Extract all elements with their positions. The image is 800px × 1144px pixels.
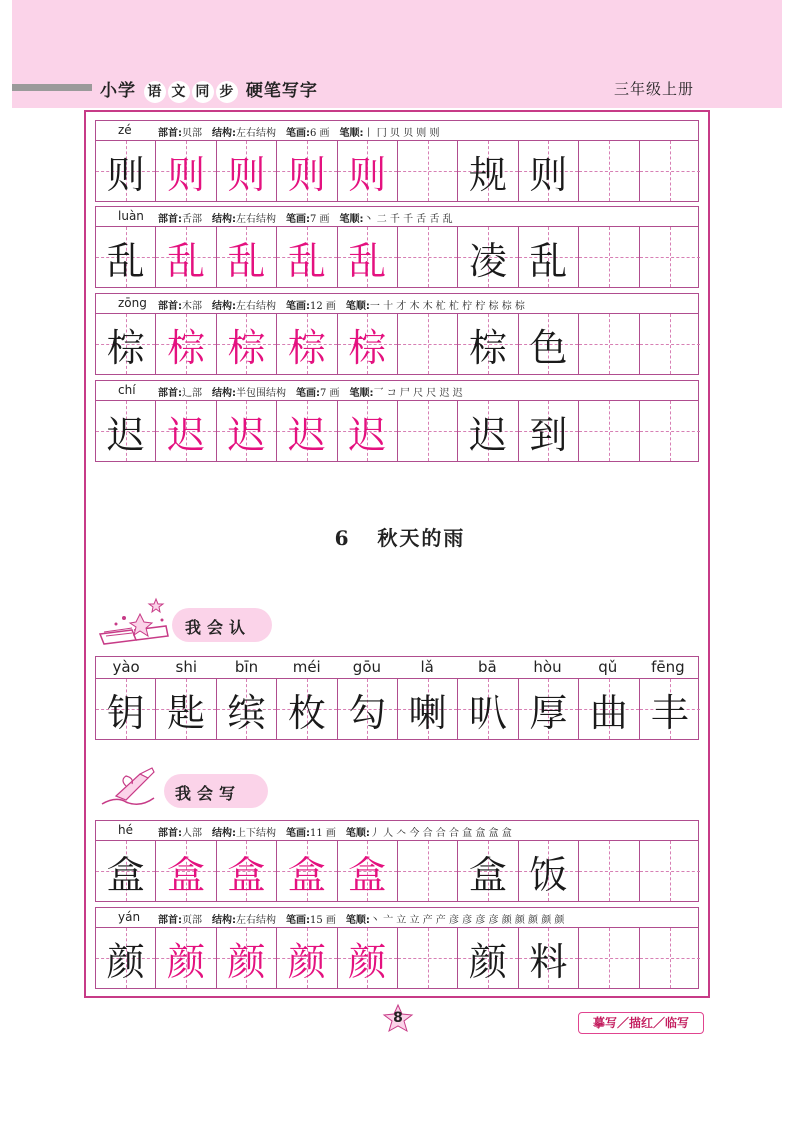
grid-cell[interactable] xyxy=(579,141,639,201)
header-title xyxy=(100,76,318,103)
model-char: 颜 xyxy=(106,939,145,984)
structure-value: 左右结构 xyxy=(236,128,276,139)
grid-cell[interactable] xyxy=(217,401,277,461)
char-info-row xyxy=(95,293,699,313)
char-info-row xyxy=(95,206,699,226)
recognize-char: 曲 xyxy=(589,690,628,735)
char-meta xyxy=(158,911,564,926)
trace-char: 棕 xyxy=(167,325,206,370)
grid-cell[interactable] xyxy=(398,401,458,461)
trace-char: 则 xyxy=(167,152,206,197)
trace-char: 颜 xyxy=(348,939,387,984)
recognize-pinyin-row xyxy=(95,656,699,678)
trace-char: 盒 xyxy=(287,852,326,897)
grid-cell[interactable] xyxy=(338,314,398,374)
grid-cell[interactable] xyxy=(217,141,277,201)
recognize-char: 喇 xyxy=(408,690,447,735)
recognize-pinyin: qǔ xyxy=(598,658,618,676)
trace-char: 乱 xyxy=(227,238,266,283)
char-meta xyxy=(158,384,463,399)
grid-cell[interactable] xyxy=(579,679,639,739)
word-char: 料 xyxy=(529,939,568,984)
grid-cell[interactable] xyxy=(640,401,700,461)
structure-label: 结构: xyxy=(212,388,236,399)
model-char: 迟 xyxy=(106,412,145,457)
grid-cell[interactable] xyxy=(458,314,518,374)
grid-cell[interactable] xyxy=(156,928,216,988)
grid-cell[interactable] xyxy=(96,841,156,901)
char-meta xyxy=(158,824,512,839)
grid-cell[interactable] xyxy=(519,141,579,201)
model-char: 盒 xyxy=(106,852,145,897)
grid-cell[interactable] xyxy=(458,679,518,739)
word-char: 饭 xyxy=(529,852,568,897)
grid-cell[interactable] xyxy=(579,227,639,287)
grid-cell[interactable] xyxy=(519,314,579,374)
grid-cell[interactable] xyxy=(277,227,337,287)
char-pinyin: zōng xyxy=(118,296,147,310)
grid-cell[interactable] xyxy=(519,401,579,461)
tian-grid-row xyxy=(95,140,699,202)
grid-cell[interactable] xyxy=(338,841,398,901)
title-bubble-char: 文 xyxy=(168,81,190,103)
char-practice-block xyxy=(95,907,699,989)
grid-cell[interactable] xyxy=(338,928,398,988)
recognize-char: 匙 xyxy=(167,690,206,735)
order-label: 笔顺: xyxy=(345,915,370,926)
char-info-row xyxy=(95,380,699,400)
grid-cell[interactable] xyxy=(640,679,700,739)
trace-char: 棕 xyxy=(348,325,387,370)
grid-cell[interactable] xyxy=(277,679,337,739)
trace-char: 盒 xyxy=(167,852,206,897)
radical-value: 人部 xyxy=(182,828,202,839)
grid-cell[interactable] xyxy=(96,227,156,287)
model-char: 乱 xyxy=(106,238,145,283)
word-char: 盒 xyxy=(469,852,508,897)
recognize-pinyin: méi xyxy=(292,658,321,676)
trace-char: 颜 xyxy=(167,939,206,984)
grid-cell[interactable] xyxy=(458,928,518,988)
grid-cell[interactable] xyxy=(217,841,277,901)
char-pinyin: zé xyxy=(118,123,132,137)
grid-cell[interactable] xyxy=(458,401,518,461)
radical-label: 部首: xyxy=(158,915,182,926)
trace-char: 乱 xyxy=(287,238,326,283)
char-practice-block xyxy=(95,820,699,902)
word-char: 规 xyxy=(469,152,508,197)
writing-hand-icon xyxy=(96,766,166,810)
strokes-label: 笔画: xyxy=(286,128,310,139)
lesson-number: 6 xyxy=(334,526,351,550)
structure-value: 左右结构 xyxy=(236,214,276,225)
word-char: 色 xyxy=(529,325,568,370)
trace-char: 则 xyxy=(287,152,326,197)
structure-label: 结构: xyxy=(212,128,236,139)
stroke-order: 丶 二 千 千 舌 舌 乱 xyxy=(363,214,453,225)
title-bubble-char: 语 xyxy=(144,81,166,103)
recognize-pinyin: bā xyxy=(477,658,497,676)
title-bubble-char: 步 xyxy=(216,81,238,103)
order-label: 笔顺: xyxy=(349,388,374,399)
grid-cell[interactable] xyxy=(579,928,639,988)
recognize-pinyin: hòu xyxy=(533,658,562,676)
grid-cell[interactable] xyxy=(640,314,700,374)
radical-value: 辶部 xyxy=(182,388,202,399)
structure-value: 上下结构 xyxy=(236,828,276,839)
recognize-char: 勾 xyxy=(348,690,387,735)
grid-cell[interactable] xyxy=(217,314,277,374)
char-meta xyxy=(158,124,439,139)
stroke-order: 丿 人 𠆢 今 合 合 合 盒 盒 盒 盒 xyxy=(369,828,512,839)
recognize-pinyin: lǎ xyxy=(420,658,434,676)
grid-cell[interactable] xyxy=(156,227,216,287)
char-practice-block xyxy=(95,380,699,462)
grid-cell[interactable] xyxy=(519,841,579,901)
recognize-grid xyxy=(95,656,699,740)
trace-char: 颜 xyxy=(227,939,266,984)
recognize-char: 叭 xyxy=(469,690,508,735)
order-label: 笔顺: xyxy=(345,828,370,839)
grid-cell[interactable] xyxy=(398,227,458,287)
strokes-label: 笔画: xyxy=(296,388,320,399)
char-info-row xyxy=(95,820,699,840)
recognize-pinyin: bīn xyxy=(234,658,259,676)
trace-char: 则 xyxy=(227,152,266,197)
grid-cell[interactable] xyxy=(156,401,216,461)
grid-cell[interactable] xyxy=(96,314,156,374)
stroke-order: 乛 コ 尸 尺 尺 迟 迟 xyxy=(373,388,463,399)
recognize-char: 枚 xyxy=(287,690,326,735)
grid-cell[interactable] xyxy=(458,841,518,901)
recognize-pinyin: shi xyxy=(175,658,198,676)
lesson-name: 秋天的雨 xyxy=(377,526,466,550)
char-meta xyxy=(158,297,525,312)
order-label: 笔顺: xyxy=(339,214,364,225)
grade-label: 三年级上册 xyxy=(613,80,694,98)
radical-value: 舌部 xyxy=(182,214,202,225)
grid-cell[interactable] xyxy=(156,141,216,201)
grid-cell[interactable] xyxy=(579,841,639,901)
char-info-row xyxy=(95,120,699,140)
word-char: 颜 xyxy=(469,939,508,984)
title-char: 小 xyxy=(100,81,118,101)
structure-value: 半包围结构 xyxy=(236,388,286,399)
grid-cell[interactable] xyxy=(519,679,579,739)
char-practice-block xyxy=(95,293,699,375)
word-char: 迟 xyxy=(469,412,508,457)
trace-char: 盒 xyxy=(227,852,266,897)
word-char: 则 xyxy=(529,152,568,197)
strokes-label: 笔画: xyxy=(286,915,310,926)
recognize-pinyin: gōu xyxy=(352,658,382,676)
recognize-char: 丰 xyxy=(650,690,689,735)
strokes-value: 6 画 xyxy=(310,128,330,139)
grid-cell[interactable] xyxy=(277,401,337,461)
page-number: 8 xyxy=(393,1010,403,1026)
char-practice-block xyxy=(95,206,699,288)
word-char: 棕 xyxy=(469,325,508,370)
grid-cell[interactable] xyxy=(398,679,458,739)
grid-cell[interactable] xyxy=(277,841,337,901)
book-stars-icon xyxy=(96,596,176,646)
tian-grid-row xyxy=(95,927,699,989)
order-label: 笔顺: xyxy=(339,128,364,139)
char-pinyin: hé xyxy=(118,823,133,837)
radical-value: 木部 xyxy=(182,301,202,312)
structure-value: 左右结构 xyxy=(236,301,276,312)
recognize-badge: 我会认 xyxy=(185,618,252,637)
recognize-char: 厚 xyxy=(529,690,568,735)
trace-char: 迟 xyxy=(287,412,326,457)
grid-cell[interactable] xyxy=(156,679,216,739)
grid-cell[interactable] xyxy=(398,141,458,201)
strokes-label: 笔画: xyxy=(286,301,310,312)
char-meta xyxy=(158,210,453,225)
radical-label: 部首: xyxy=(158,388,182,399)
trace-char: 乱 xyxy=(348,238,387,283)
order-label: 笔顺: xyxy=(345,301,370,312)
lesson-title xyxy=(0,522,800,551)
grid-cell[interactable] xyxy=(96,401,156,461)
recognize-pinyin: fēng xyxy=(651,658,685,676)
grid-cell[interactable] xyxy=(640,928,700,988)
strokes-value: 12 画 xyxy=(310,301,336,312)
grid-cell[interactable] xyxy=(519,227,579,287)
title-subtitle: 硬笔写字 xyxy=(245,81,318,101)
grid-cell[interactable] xyxy=(338,679,398,739)
grid-cell[interactable] xyxy=(519,928,579,988)
grid-cell[interactable] xyxy=(338,401,398,461)
strokes-value: 11 画 xyxy=(310,828,336,839)
grid-cell[interactable] xyxy=(96,679,156,739)
char-practice-block xyxy=(95,120,699,202)
radical-value: 页部 xyxy=(182,915,202,926)
word-char: 凌 xyxy=(469,238,508,283)
tian-grid-row xyxy=(95,840,699,902)
radical-label: 部首: xyxy=(158,128,182,139)
model-char: 棕 xyxy=(106,325,145,370)
grid-cell[interactable] xyxy=(217,227,277,287)
grid-cell[interactable] xyxy=(640,227,700,287)
strokes-label: 笔画: xyxy=(286,828,310,839)
structure-label: 结构: xyxy=(212,301,236,312)
grid-cell[interactable] xyxy=(338,141,398,201)
char-pinyin: luàn xyxy=(118,209,144,223)
trace-char: 迟 xyxy=(348,412,387,457)
stroke-order: 一 十 才 木 木 杧 杧 柠 柠 棕 棕 棕 xyxy=(369,301,525,312)
tian-grid-row xyxy=(95,400,699,462)
strokes-label: 笔画: xyxy=(286,214,310,225)
grid-cell[interactable] xyxy=(338,227,398,287)
trace-char: 乱 xyxy=(167,238,206,283)
grid-cell[interactable] xyxy=(156,841,216,901)
grid-cell[interactable] xyxy=(398,928,458,988)
strokes-value: 7 画 xyxy=(310,214,330,225)
radical-label: 部首: xyxy=(158,214,182,225)
title-bubble-char: 同 xyxy=(192,81,214,103)
char-pinyin: chí xyxy=(118,383,136,397)
practice-tag: 摹写／描红／临写 xyxy=(578,1012,704,1034)
recognize-pinyin: yào xyxy=(112,658,140,676)
grid-cell[interactable] xyxy=(458,227,518,287)
trace-char: 迟 xyxy=(167,412,206,457)
grid-cell[interactable] xyxy=(398,314,458,374)
recognize-char-row xyxy=(95,678,699,740)
radical-label: 部首: xyxy=(158,301,182,312)
trace-char: 则 xyxy=(348,152,387,197)
structure-label: 结构: xyxy=(212,214,236,225)
strokes-value: 15 画 xyxy=(310,915,336,926)
tian-grid-row xyxy=(95,313,699,375)
grid-cell[interactable] xyxy=(217,928,277,988)
trace-char: 盒 xyxy=(348,852,387,897)
header-gray-bar xyxy=(12,84,92,91)
grid-cell[interactable] xyxy=(96,928,156,988)
trace-char: 颜 xyxy=(287,939,326,984)
write-badge: 我会写 xyxy=(175,784,242,803)
model-char: 则 xyxy=(106,152,145,197)
trace-char: 棕 xyxy=(287,325,326,370)
structure-label: 结构: xyxy=(212,828,236,839)
char-info-row xyxy=(95,907,699,927)
radical-label: 部首: xyxy=(158,828,182,839)
grid-cell[interactable] xyxy=(579,314,639,374)
title-char: 学 xyxy=(118,81,136,101)
stroke-order: 丶 亠 立 立 产 产 彦 彦 彦 彦 颜 颜 颜 颜 颜 xyxy=(369,915,565,926)
grid-cell[interactable] xyxy=(640,141,700,201)
grid-cell[interactable] xyxy=(458,141,518,201)
trace-char: 迟 xyxy=(227,412,266,457)
grid-cell[interactable] xyxy=(640,841,700,901)
word-char: 到 xyxy=(529,412,568,457)
structure-label: 结构: xyxy=(212,915,236,926)
tian-grid-row xyxy=(95,226,699,288)
grid-cell[interactable] xyxy=(398,841,458,901)
word-char: 乱 xyxy=(529,238,568,283)
grid-cell[interactable] xyxy=(96,141,156,201)
strokes-value: 7 画 xyxy=(320,388,340,399)
grid-cell[interactable] xyxy=(277,314,337,374)
recognize-char: 缤 xyxy=(227,690,266,735)
grid-cell[interactable] xyxy=(156,314,216,374)
char-pinyin: yán xyxy=(118,910,141,924)
grid-cell[interactable] xyxy=(277,141,337,201)
stroke-order: 丨 冂 贝 贝 则 则 xyxy=(363,128,440,139)
structure-value: 左右结构 xyxy=(236,915,276,926)
grid-cell[interactable] xyxy=(579,401,639,461)
radical-value: 贝部 xyxy=(182,128,202,139)
trace-char: 棕 xyxy=(227,325,266,370)
recognize-char: 钥 xyxy=(106,690,145,735)
grid-cell[interactable] xyxy=(217,679,277,739)
grid-cell[interactable] xyxy=(277,928,337,988)
